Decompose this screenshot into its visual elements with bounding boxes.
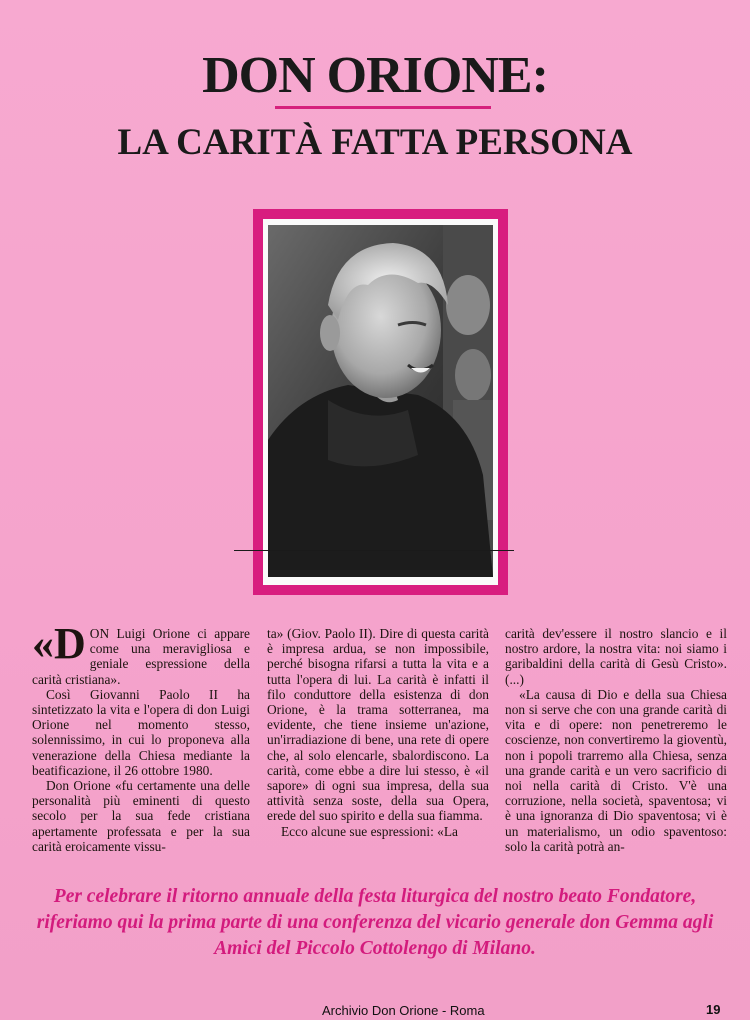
paragraph: Così Giovanni Paolo II ha sintetizzato la vita e l'opera di don Luigi Orione nel momento stesso, solennissimo, in cui lo proponeva alla venerazione della Chiesa mediante la beatificazione, il 26 ottobre 1980. xyxy=(32,686,250,778)
text-column-2 xyxy=(267,626,489,839)
paragraph: ta» (Giov. Paolo II). Dire di questa carità è impresa ardua, se non impossibile, perché bisogna rifarsi a tutta la vita e a tutta l'opera di lui. La carità è infatti il filo conduttore della esistenza di don Orione, è la trama sotterranea, ma evidente, che tiene insieme un'azione, un'irradiazione di bene, una rete di opere che, al solo elencarle, sbalordiscono. La carità, come ebbe a dire lui stesso, è «il sapore» di ogni sua impresa, della sua attività senza soste, della sua Opera, erede del suo spirito e della sua fiamma. xyxy=(267,626,489,824)
paragraph-text: ON Luigi Orione ci appare come una meravigliosa e geniale espressione della carità cristiana». xyxy=(32,626,250,687)
text-column-1 xyxy=(32,619,250,854)
portrait-photo xyxy=(268,225,493,577)
paragraph xyxy=(32,619,250,687)
paragraph: carità dev'essere il nostro slancio e il nostro ardore, la nostra vita: noi siamo i garibaldini della carità di Gesù Cristo». (...) xyxy=(505,626,727,687)
drop-cap: «D xyxy=(32,619,86,668)
page-title: DON ORIONE: xyxy=(202,47,548,104)
intro-caption: Per celebrare il ritorno annuale della festa liturgica del nostro beato Fondatore, riferiamo qui la prima parte di una conferenza del vicario generale don Gemma agli Amici del Piccolo Cottolengo di Milano. xyxy=(36,886,714,959)
photo-mat xyxy=(263,219,498,585)
paragraph: Don Orione «fu certamente una delle personalità più eminenti di questo secolo per la sua fede cristiana apertamente professata e per la sua carità eroicamente vissu- xyxy=(32,778,250,854)
page-number: 19 xyxy=(706,1002,721,1017)
archive-footer: Archivio Don Orione - Roma xyxy=(322,1003,485,1018)
paragraph: «La causa di Dio e della sua Chiesa non si serve che con una grande carità di vita e di opere: non penetreremo le coscienze, non convertiremo la gioventù, non i popoli trarremo alla Chiesa, senza una grande carità e un vero sacrificio di noi nella carità di Cristo. V'è una corruzione, nella società, spaventosa; vi è una ignoranza di Dio spaventosa; vi è un materialismo, un odio spaventoso: solo la carità potrà an- xyxy=(505,686,727,854)
photo-frame xyxy=(253,209,508,595)
rule-line xyxy=(234,550,514,551)
portrait-illustration xyxy=(268,225,493,577)
page-subtitle: LA CARITÀ FATTA PERSONA xyxy=(117,122,633,163)
paragraph: Ecco alcune sue espressioni: «La xyxy=(281,823,458,839)
title-underline xyxy=(275,106,491,109)
text-column-3 xyxy=(505,626,727,854)
